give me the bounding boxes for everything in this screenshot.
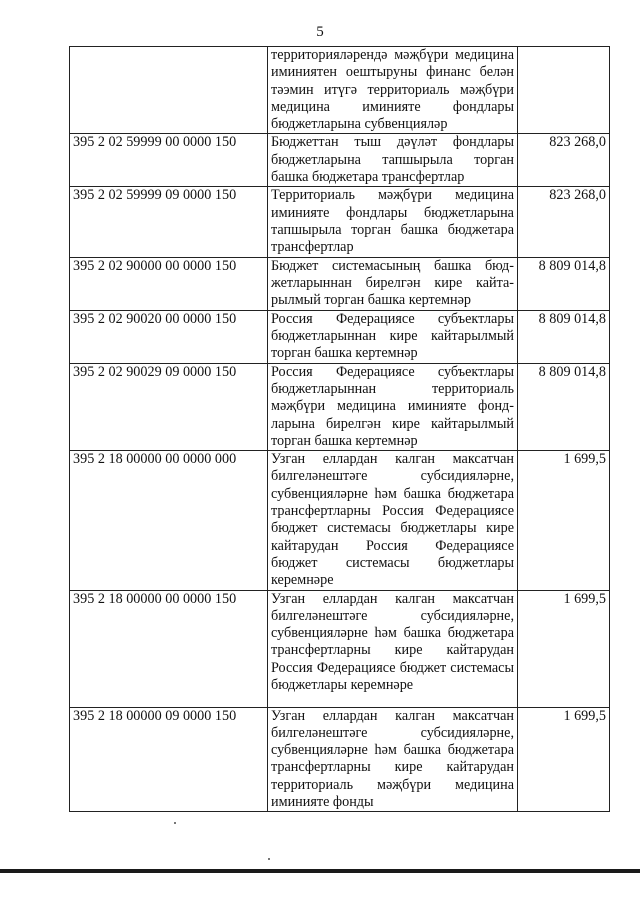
- page-number: 5: [316, 24, 324, 40]
- amount-cell: 8 809 014,8: [518, 257, 610, 310]
- description-cell: Узган еллардан калган максатчан билгеләнештәге субсидияләрне, субвенцияләрне һәм башка бюджетара трансфертларны Россия Федерациясе бюджет системасы бюджетлары кире кайтарудан Россия Федерациясе бюджет системасы бюджетлары керемнәре: [268, 451, 518, 590]
- description-cell: Узган еллардан калган максатчан билгеләнештәге субсидияләрне, субвенцияләрне һәм башка бюджетара трансфертларны кире кайтарудан территориаль мәҗбүри медицина иминияте фонды: [268, 707, 518, 812]
- table-row: [70, 47, 610, 134]
- description-cell: Бюджет системасының башка бюджетларыннан бирелгән кире кайтарылмый торган башка кертемнәр: [268, 257, 518, 310]
- description-cell: Территориаль мәҗбүри медицина иминияте фондлары бюджетларына тапшырыла торган башка бюджетара трансфертлар: [268, 187, 518, 257]
- scan-speck: [174, 822, 176, 824]
- amount-cell: [518, 47, 610, 134]
- amount-cell: 1 699,5: [518, 451, 610, 590]
- scan-speck: [268, 858, 270, 860]
- budget-code-cell: 395 2 02 90029 09 0000 150: [70, 363, 268, 450]
- budget-code-cell: 395 2 02 59999 09 0000 150: [70, 187, 268, 257]
- description-cell: территорияләрендә мәҗбүри медицина иминиятен оештыруны финанс белән тәэмин итүгә территориаль мәҗбүри медицина иминияте фондлары бюджетларына субвенцияләр: [268, 47, 518, 134]
- amount-cell: 1 699,5: [518, 707, 610, 812]
- amount-cell: 8 809 014,8: [518, 310, 610, 363]
- budget-code-cell: 395 2 18 00000 09 0000 150: [70, 707, 268, 812]
- budget-code-cell: 395 2 18 00000 00 0000 000: [70, 451, 268, 590]
- table-row: [70, 187, 610, 257]
- amount-cell: 823 268,0: [518, 187, 610, 257]
- table-row: [70, 590, 610, 707]
- table-row: [70, 363, 610, 450]
- budget-code-cell: 395 2 18 00000 00 0000 150: [70, 590, 268, 707]
- budget-code-cell: 395 2 02 90000 00 0000 150: [70, 257, 268, 310]
- budget-code-cell: 395 2 02 59999 00 0000 150: [70, 134, 268, 187]
- amount-cell: 823 268,0: [518, 134, 610, 187]
- scan-edge-bar: [0, 869, 640, 873]
- amount-cell: 8 809 014,8: [518, 363, 610, 450]
- description-cell: Россия Федерациясе субъектлары бюджетларыннан территориаль мәҗбүри медицина иминияте фондларына бирелгән кире кайтарылмый торган башка кертемнәр: [268, 363, 518, 450]
- table-row: [70, 310, 610, 363]
- table-row: [70, 134, 610, 187]
- amount-cell: 1 699,5: [518, 590, 610, 707]
- budget-code-cell: 395 2 02 90020 00 0000 150: [70, 310, 268, 363]
- description-cell: Узган еллардан калган максатчан билгеләнештәге субсидияләрне, субвенцияләрне һәм башка бюджетара трансфертларны кире кайтарудан Россия Федерациясе бюджет системасы бюджетлары керемнәре: [268, 590, 518, 707]
- table-row: [70, 451, 610, 590]
- description-cell: Россия Федерациясе субъектлары бюджетларыннан кире кайтарылмый торган башка кертемнәр: [268, 310, 518, 363]
- description-cell: Бюджеттан тыш дәүләт фондлары бюджетларына тапшырыла торган башка бюджетара трансфертлар: [268, 134, 518, 187]
- budget-table: [69, 46, 610, 812]
- budget-code-cell: [70, 47, 268, 134]
- table-row: [70, 707, 610, 812]
- table-row: [70, 257, 610, 310]
